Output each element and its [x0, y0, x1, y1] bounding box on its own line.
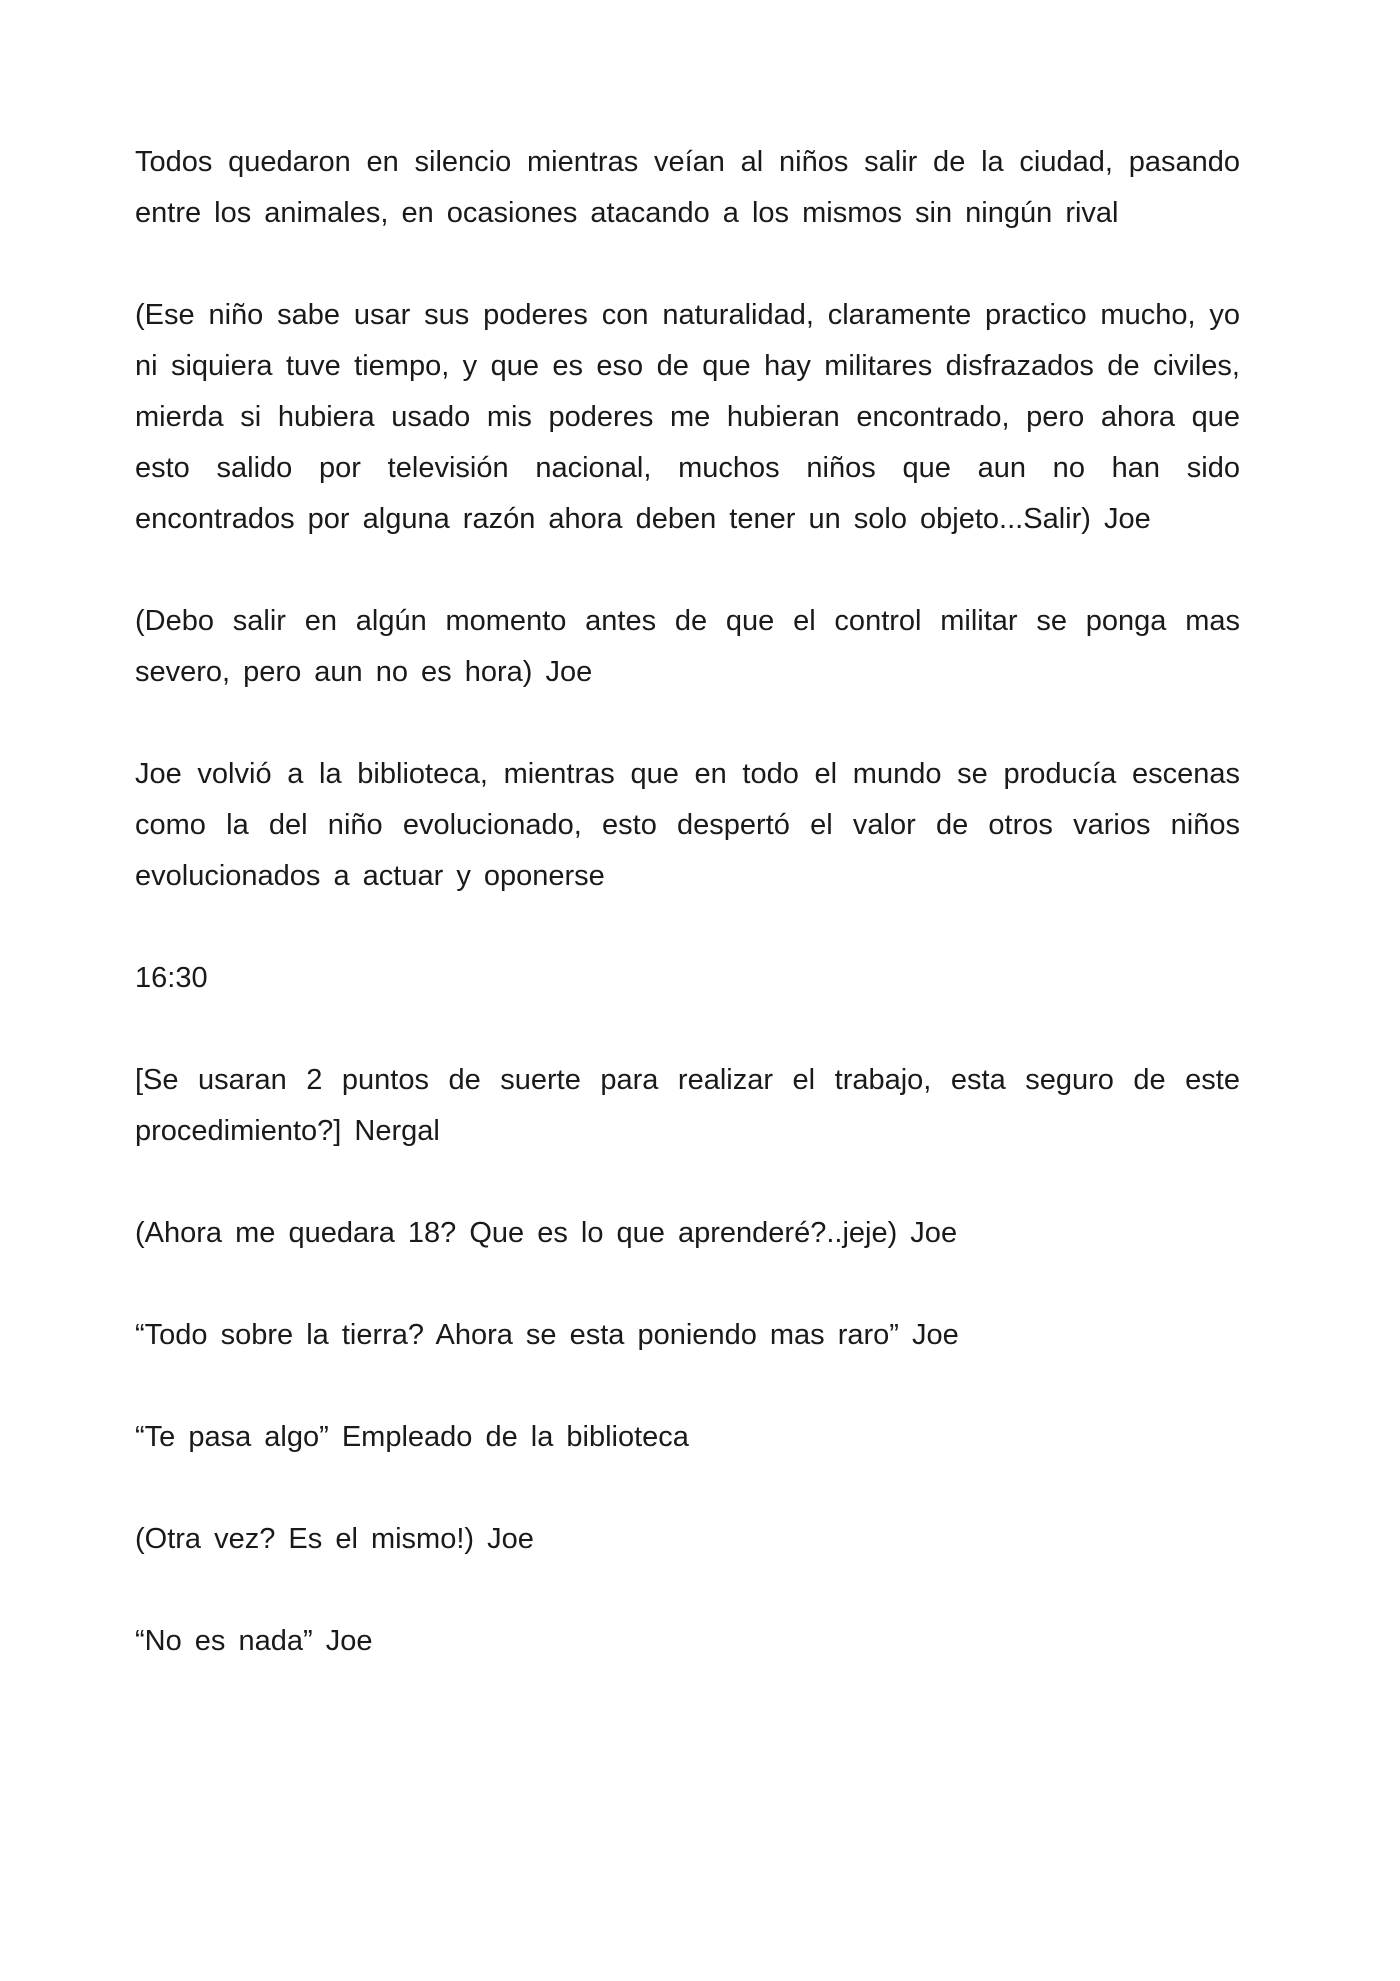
paragraph: “Te pasa algo” Empleado de la biblioteca	[135, 1421, 689, 1453]
paragraph: [Se usaran 2 puntos de suerte para realizar el trabajo, esta seguro de este procedimiento?] Nergal	[135, 1064, 1240, 1147]
time-stamp-line: 16:30	[135, 962, 208, 994]
paragraph: “Todo sobre la tierra? Ahora se esta poniendo mas raro” Joe	[135, 1319, 959, 1351]
document-body	[135, 137, 1240, 1667]
paragraph: Joe volvió a la biblioteca, mientras que en todo el mundo se producía escenas como la del niño evolucionado, esto despertó el valor de otros varios niños evolucionados a actuar y oponerse	[135, 758, 1240, 892]
paragraph: (Debo salir en algún momento antes de que el control militar se ponga mas severo, pero aun no es hora) Joe	[135, 605, 1240, 688]
paragraph: (Ese niño sabe usar sus poderes con naturalidad, claramente practico mucho, yo ni siquiera tuve tiempo, y que es eso de que hay militares disfrazados de civiles, mierda si hubiera usado mis poderes me hubieran encontrado, pero ahora que esto salido por televisión nacional, muchos niños que aun no han sido encontrados por alguna razón ahora deben tener un solo objeto...Salir) Joe	[135, 299, 1240, 535]
paragraph: Todos quedaron en silencio mientras veían al niños salir de la ciudad, pasando entre los animales, en ocasiones atacando a los mismos sin ningún rival	[135, 146, 1240, 229]
paragraph: (Ahora me quedara 18? Que es lo que aprenderé?..jeje) Joe	[135, 1217, 958, 1249]
paragraph: (Otra vez? Es el mismo!) Joe	[135, 1523, 534, 1555]
paragraph: “No es nada” Joe	[135, 1625, 373, 1657]
